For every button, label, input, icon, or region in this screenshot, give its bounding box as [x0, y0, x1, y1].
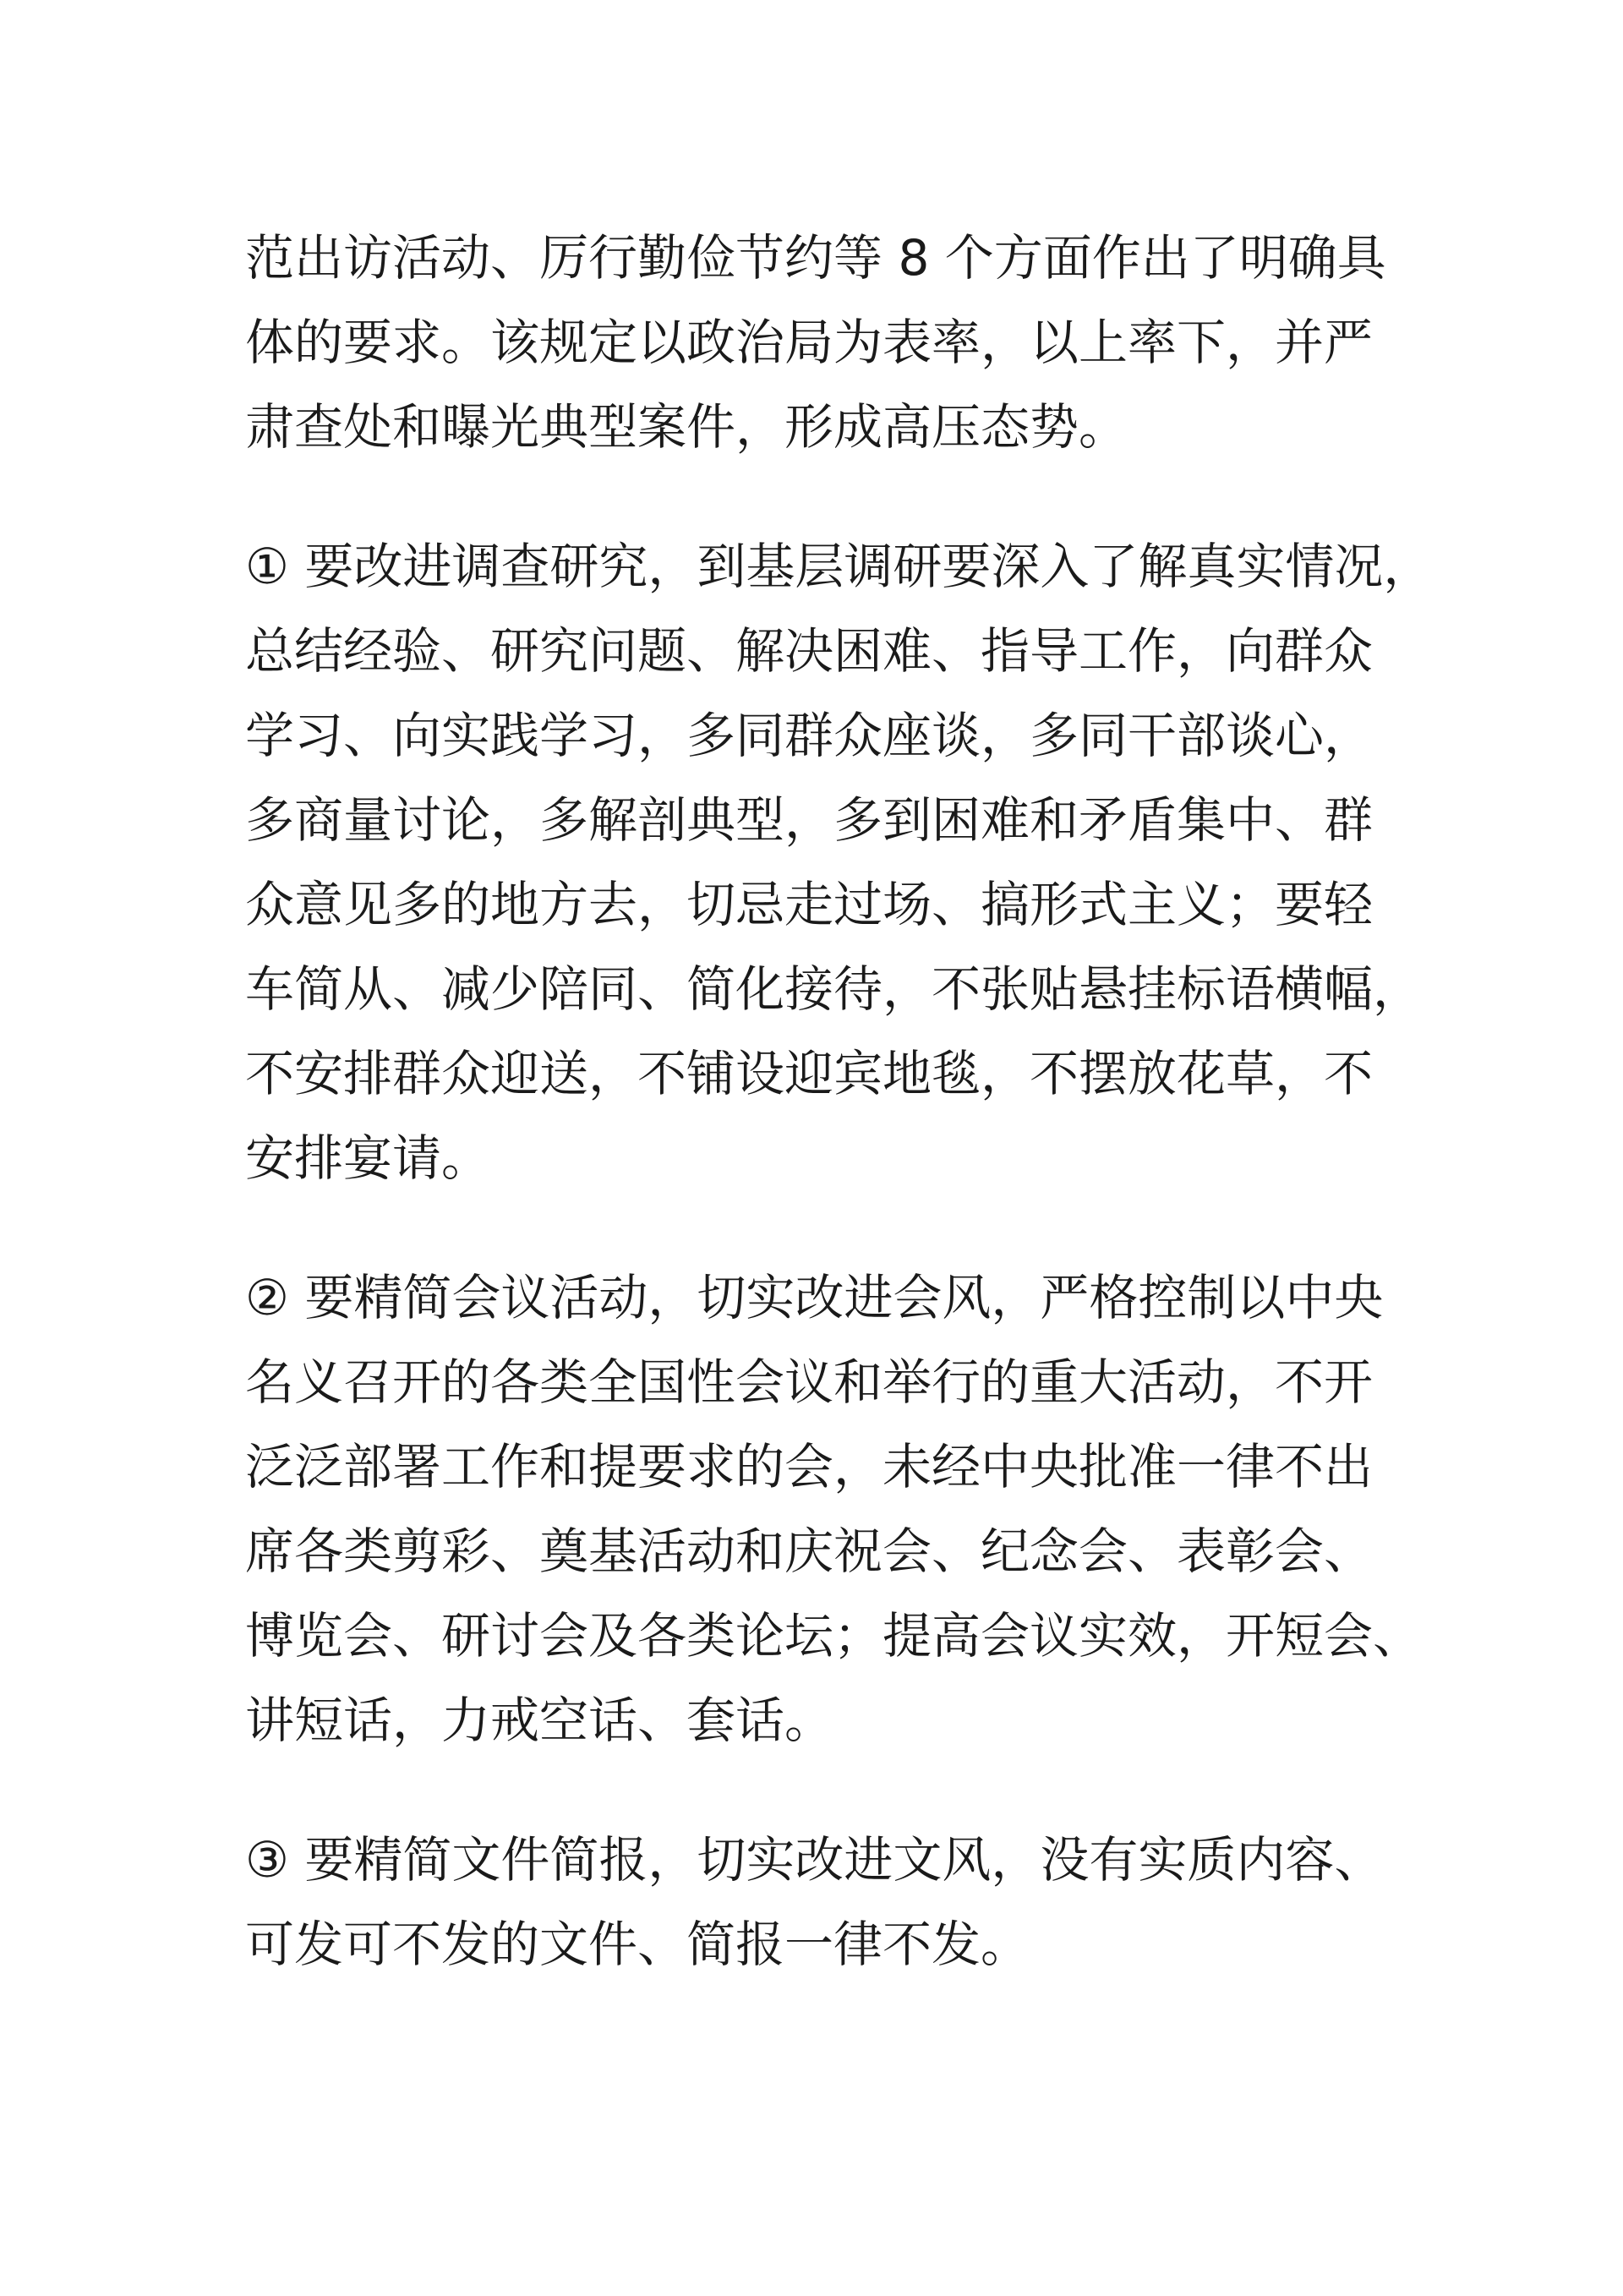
text-line: 学习、向实践学习，多同群众座谈，多同干部谈心， [245, 707, 1374, 764]
text-line: 席各类剪彩、奠基活动和庆祝会、纪念会、表彰会、 [245, 1522, 1374, 1580]
text-line: 总结经验、研究问题、解决困难、指导工作，向群众 [245, 622, 1374, 680]
text-line: 不安排群众迎送，不铺设迎宾地毯，不摆放花草，不 [245, 1045, 1374, 1102]
text-line: 讲短话，力戒空话、套话。 [245, 1692, 834, 1749]
text-line: 博览会、研讨会及各类论坛；提高会议实效，开短会、 [245, 1607, 1423, 1665]
text-line: 体的要求。该规定以政治局为表率，以上率下，并严 [245, 314, 1374, 371]
paragraph-intro [245, 216, 1395, 469]
text-line: 可发可不发的文件、简报一律不发。 [245, 1916, 1030, 1973]
text-line: 众意见多的地方去，切忌走过场、搞形式主义；要轻 [245, 876, 1374, 933]
text-line: 多商量讨论，多解剖典型，多到困难和矛盾集中、群 [245, 791, 1374, 849]
text-line: 范出访活动、厉行勤俭节约等 8 个方面作出了明确具 [245, 229, 1386, 287]
text-line: ① 要改进调查研究，到基层调研要深入了解真实情况， [245, 538, 1433, 595]
paragraph-item-1 [245, 524, 1433, 1200]
document-page [245, 216, 1433, 2042]
paragraph-item-3 [245, 1818, 1395, 1987]
text-line: ③ 要精简文件简报，切实改进文风，没有实质内容、 [245, 1831, 1384, 1889]
text-line: 安排宴请。 [245, 1129, 491, 1187]
text-line: ② 要精简会议活动，切实改进会风，严格控制以中央 [245, 1269, 1384, 1326]
paragraph-item-2 [245, 1255, 1423, 1763]
text-line: 车简从、减少陪同、简化接待，不张贴悬挂标语横幅， [245, 960, 1423, 1018]
text-line: 名义召开的各类全国性会议和举行的重大活动，不开 [245, 1353, 1374, 1411]
text-line: 泛泛部署工作和提要求的会，未经中央批准一律不出 [245, 1438, 1374, 1495]
text-line: 肃查处和曝光典型案件，形成高压态势。 [245, 398, 1128, 456]
